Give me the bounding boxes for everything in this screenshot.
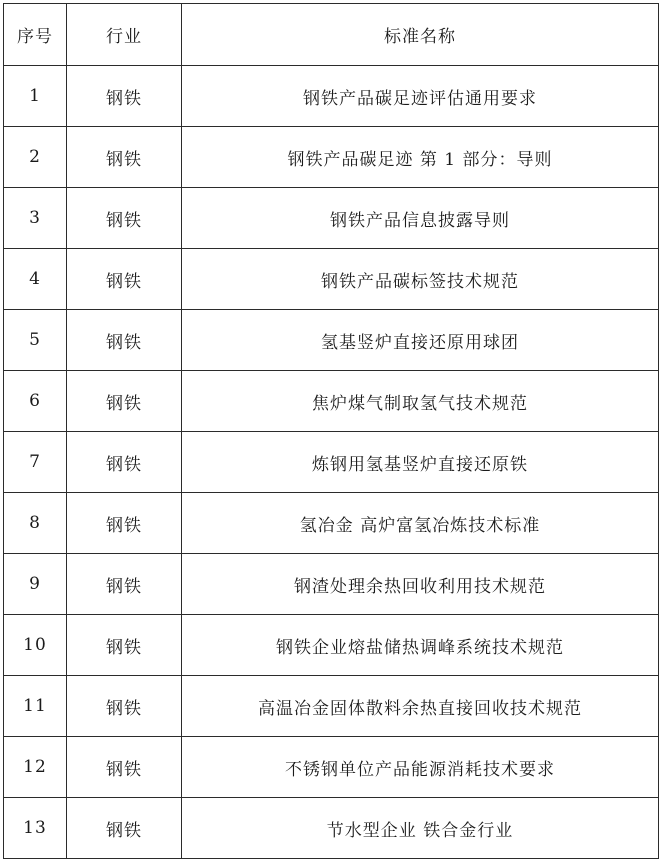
cell-index: 8 [4,493,67,554]
cell-industry: 钢铁 [67,188,182,249]
cell-standard-name: 炼钢用氢基竖炉直接还原铁 [182,432,659,493]
header-industry: 行业 [67,4,182,66]
header-index: 序号 [4,4,67,66]
cell-standard-name: 氢冶金 高炉富氢冶炼技术标准 [182,493,659,554]
cell-index: 7 [4,432,67,493]
cell-index: 3 [4,188,67,249]
table-row [4,615,659,676]
cell-standard-name: 钢铁产品碳标签技术规范 [182,249,659,310]
cell-standard-name: 钢铁产品碳足迹评估通用要求 [182,66,659,127]
table-row [4,798,659,859]
cell-index: 12 [4,737,67,798]
cell-industry: 钢铁 [67,249,182,310]
table-row [4,432,659,493]
cell-industry: 钢铁 [67,493,182,554]
table-header [4,4,659,66]
cell-standard-name: 焦炉煤气制取氢气技术规范 [182,371,659,432]
cell-index: 6 [4,371,67,432]
table-body [4,66,659,859]
cell-standard-name: 钢铁企业熔盐储热调峰系统技术规范 [182,615,659,676]
cell-index: 2 [4,127,67,188]
cell-standard-name: 钢渣处理余热回收利用技术规范 [182,554,659,615]
cell-industry: 钢铁 [67,127,182,188]
standards-table [3,3,659,859]
cell-industry: 钢铁 [67,615,182,676]
cell-standard-name: 不锈钢单位产品能源消耗技术要求 [182,737,659,798]
cell-index: 10 [4,615,67,676]
cell-standard-name: 钢铁产品信息披露导则 [182,188,659,249]
cell-industry: 钢铁 [67,66,182,127]
table-row [4,188,659,249]
cell-standard-name: 氢基竖炉直接还原用球团 [182,310,659,371]
cell-standard-name: 高温冶金固体散料余热直接回收技术规范 [182,676,659,737]
cell-industry: 钢铁 [67,798,182,859]
cell-index: 13 [4,798,67,859]
cell-index: 11 [4,676,67,737]
cell-standard-name: 节水型企业 铁合金行业 [182,798,659,859]
cell-industry: 钢铁 [67,676,182,737]
table-row [4,554,659,615]
header-standard-name: 标准名称 [182,4,659,66]
table-row [4,127,659,188]
cell-industry: 钢铁 [67,737,182,798]
cell-industry: 钢铁 [67,554,182,615]
cell-index: 4 [4,249,67,310]
cell-standard-name: 钢铁产品碳足迹 第 1 部分：导则 [182,127,659,188]
table-row [4,737,659,798]
header-row [4,4,659,66]
cell-index: 9 [4,554,67,615]
table-row [4,310,659,371]
cell-industry: 钢铁 [67,310,182,371]
cell-industry: 钢铁 [67,371,182,432]
table-row [4,493,659,554]
table-row [4,676,659,737]
cell-index: 5 [4,310,67,371]
table-row [4,371,659,432]
table-row [4,249,659,310]
table-row [4,66,659,127]
cell-index: 1 [4,66,67,127]
cell-industry: 钢铁 [67,432,182,493]
